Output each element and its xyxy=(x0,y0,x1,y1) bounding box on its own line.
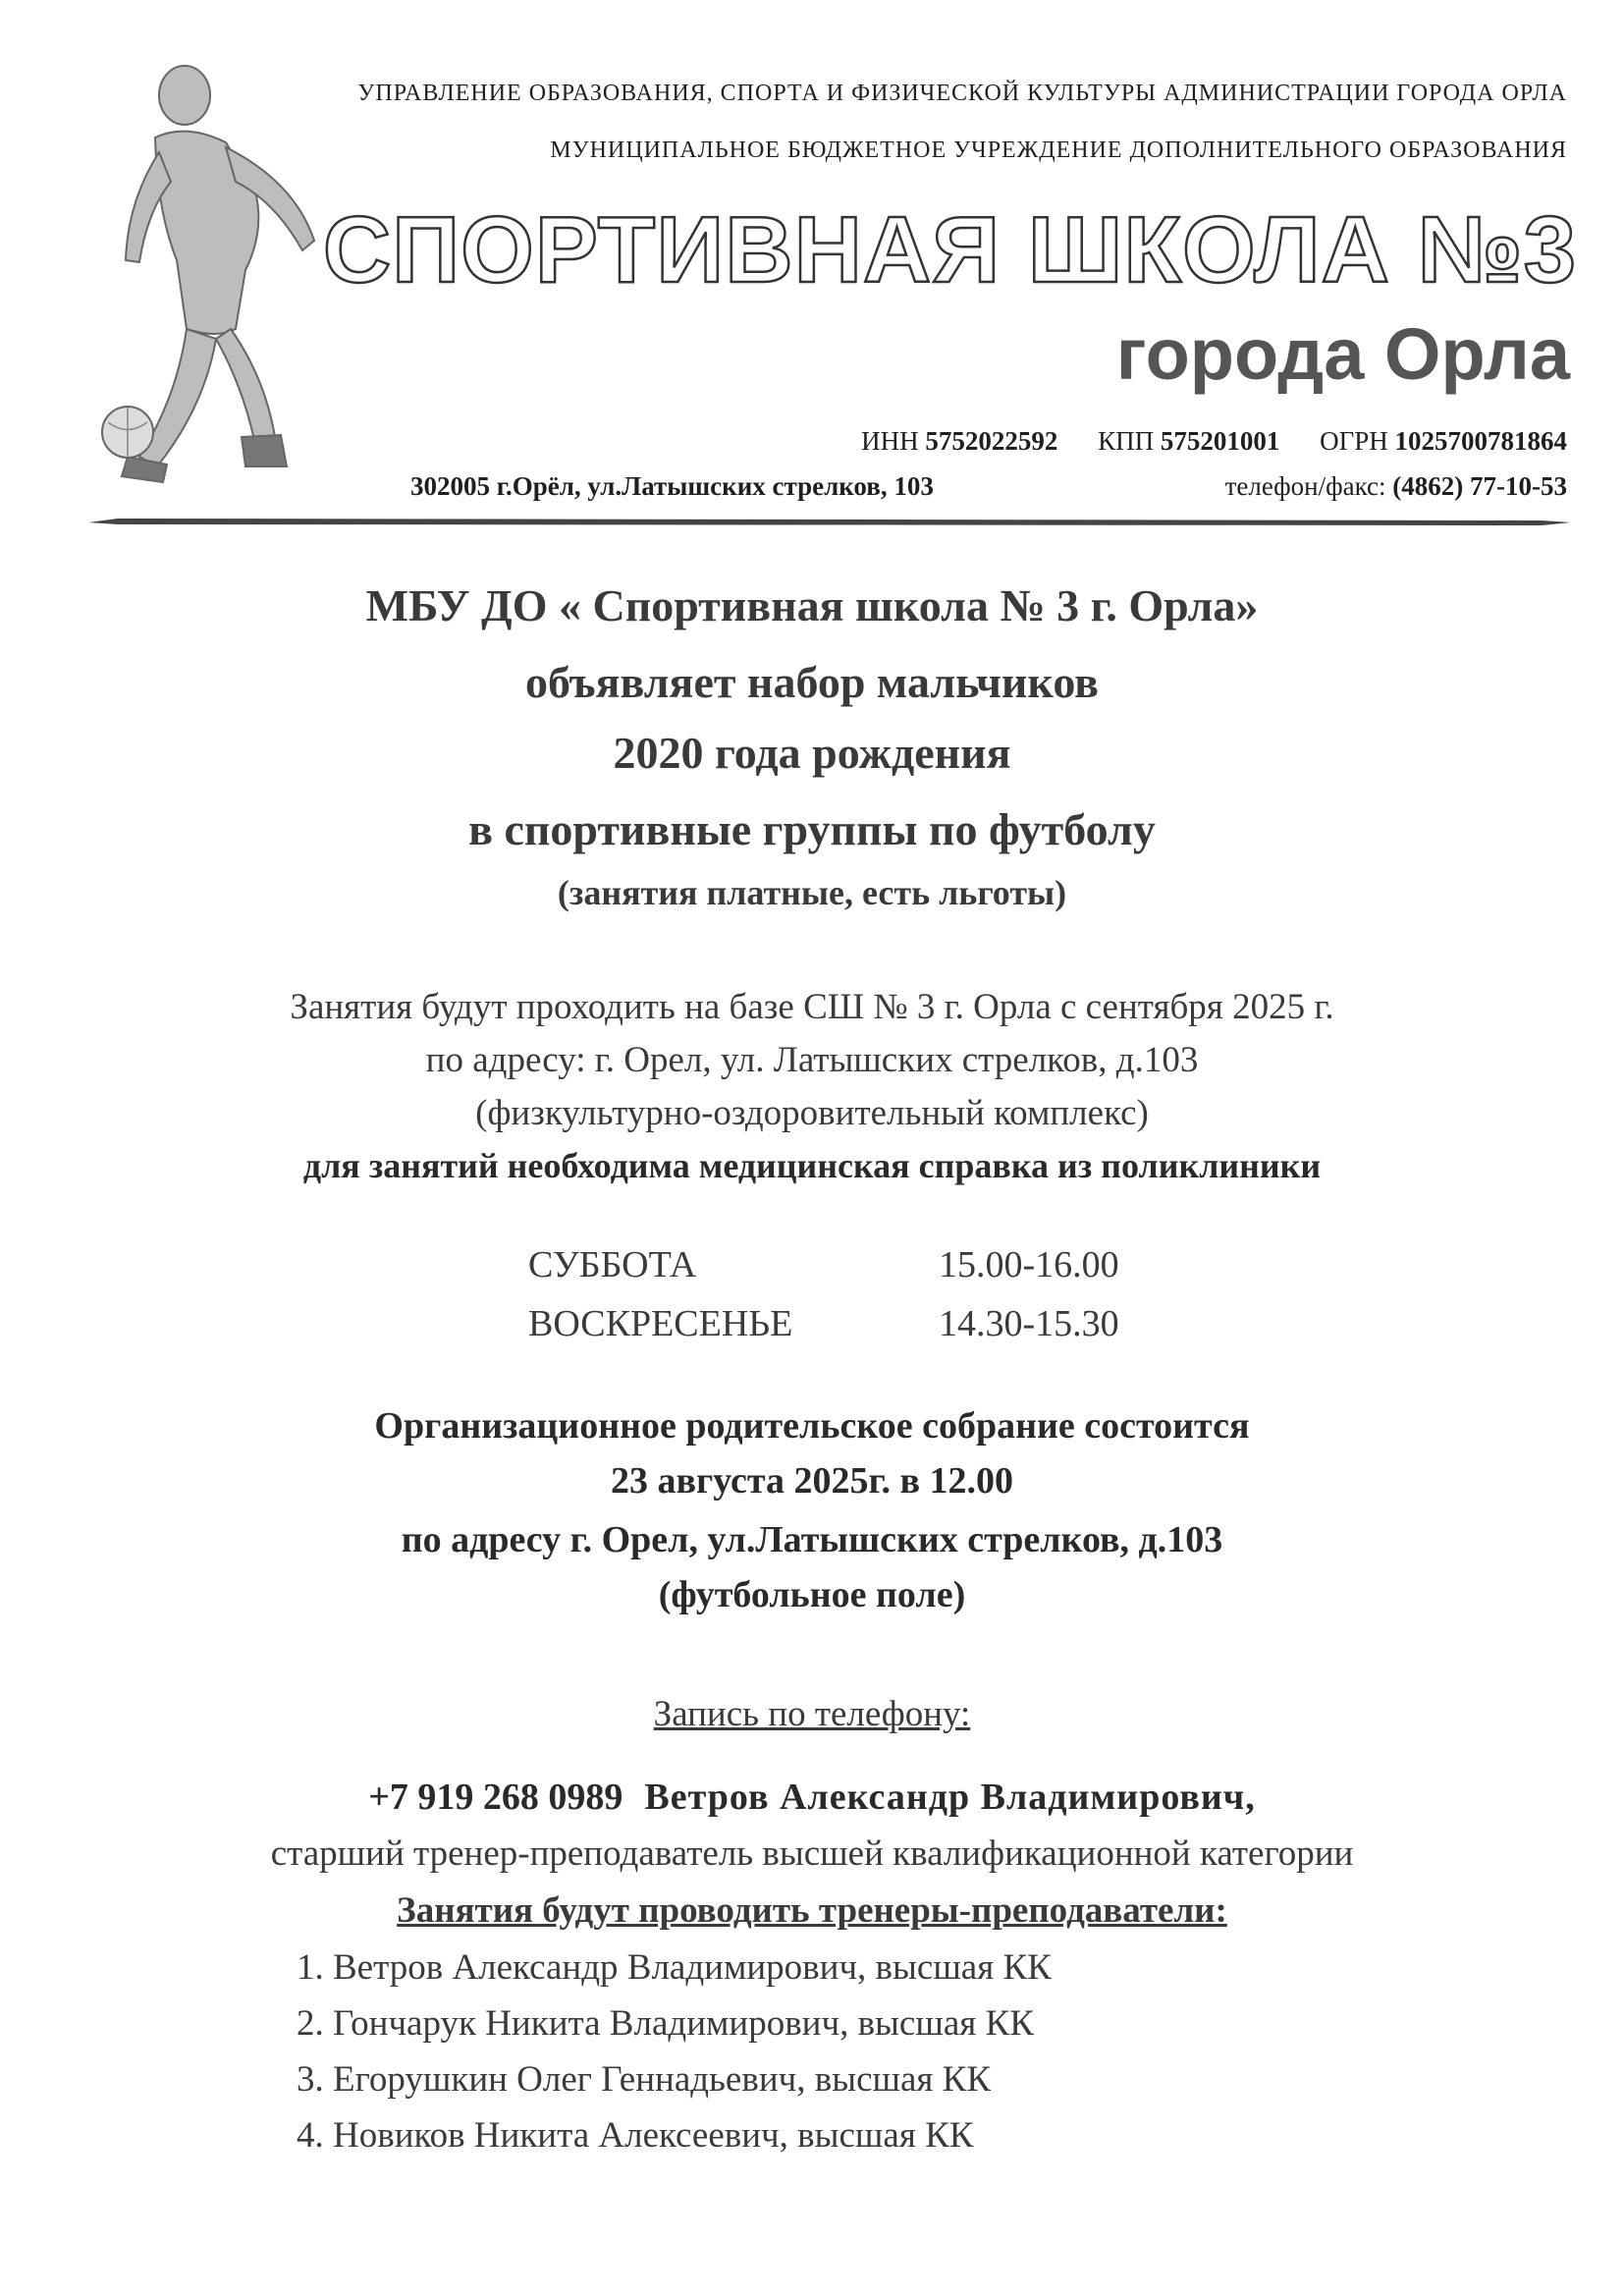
meeting-date: 23 августа 2025г. в 12.00 xyxy=(610,1460,1014,1502)
phone-value: (4862) 77-10-53 xyxy=(1392,471,1567,501)
contact-role: старший тренер-преподаватель высшей квалификационной категории xyxy=(270,1833,1354,1874)
announcement-birth-year: 2020 года рождения xyxy=(613,728,1011,778)
list-item: 4. Новиков Никита Алексеевич, высшая КК xyxy=(297,2115,974,2156)
schedule-day: СУББОТА xyxy=(528,1244,697,1285)
school-name-title: СПОРТИВНАЯ ШКОЛА №3 xyxy=(322,197,1577,302)
registration-contact xyxy=(0,1776,1624,1819)
ogrn-value: 1025700781864 xyxy=(1394,426,1567,456)
announcement-note: (занятия платные, есть льготы) xyxy=(557,873,1067,912)
registration-label: Запись по телефону: xyxy=(653,1694,971,1734)
announcement-sport: в спортивные группы по футболу xyxy=(468,804,1156,854)
requisites-line xyxy=(828,426,1567,457)
ogrn-label: ОГРН xyxy=(1320,426,1388,456)
inn-value: 5752022592 xyxy=(925,426,1058,456)
meeting-heading: Организационное родительское собрание состоится xyxy=(374,1405,1250,1447)
inn-label: ИНН xyxy=(861,426,919,456)
school-address: 302005 г.Орёл, ул.Латышских стрелков, 103 xyxy=(410,471,934,501)
schedule-time: 15.00-16.00 xyxy=(939,1244,1119,1285)
school-phone xyxy=(1225,471,1567,502)
coaches-heading: Занятия будут проводить тренеры-преподаватели: xyxy=(397,1890,1227,1931)
meeting-place: (футбольное поле) xyxy=(658,1574,966,1615)
contact-phone: +7 919 268 0989 xyxy=(368,1777,623,1818)
schedule-day: ВОСКРЕСЕНЬЕ xyxy=(528,1303,793,1344)
announcement-org: МБУ ДО « Спортивная школа № 3 г. Орла» xyxy=(365,580,1259,630)
details-location: Занятия будут проходить на базе СШ № 3 г. Орла с сентября 2025 г. xyxy=(290,987,1334,1027)
list-item: 1. Ветров Александр Владимирович, высшая КК xyxy=(297,1947,1052,1988)
details-facility: (физкультурно-оздоровительный комплекс) xyxy=(475,1093,1149,1133)
schedule-row xyxy=(528,1243,1119,1286)
kpp-label: КПП xyxy=(1098,426,1155,456)
city-title: города Орла xyxy=(1115,313,1570,395)
coaches-list xyxy=(297,1946,1052,2170)
details-address: по адресу: г. Орел, ул. Латышских стрелков, д.103 xyxy=(425,1040,1199,1080)
header-divider xyxy=(88,513,1571,532)
details-medical-note: для занятий необходима медицинская справка из поликлиники xyxy=(302,1146,1322,1185)
announcement-recruit: объявляет набор мальчиков xyxy=(524,657,1100,707)
kpp-value: 575201001 xyxy=(1160,426,1280,456)
phone-label: телефон/факс: xyxy=(1224,471,1386,501)
list-item: 3. Егорушкин Олег Геннадьевич, высшая КК xyxy=(297,2059,992,2100)
list-item: 2. Гончарук Никита Владимирович, высшая КК xyxy=(297,2003,1034,2044)
department-line: УПРАВЛЕНИЕ ОБРАЗОВАНИЯ, СПОРТА И ФИЗИЧЕСКОЙ КУЛЬТУРЫ АДМИНИСТРАЦИИ ГОРОДА ОРЛА xyxy=(357,81,1567,106)
schedule-time: 14.30-15.30 xyxy=(939,1303,1119,1344)
meeting-address: по адресу г. Орел, ул.Латышских стрелков, д.103 xyxy=(401,1519,1223,1560)
schedule-row xyxy=(528,1302,1119,1345)
contact-name: Ветров Александр Владимирович, xyxy=(644,1777,1256,1818)
institution-line: МУНИЦИПАЛЬНОЕ БЮДЖЕТНОЕ УЧРЕЖДЕНИЕ ДОПОЛНИТЕЛЬНОГО ОБРАЗОВАНИЯ xyxy=(550,137,1567,163)
